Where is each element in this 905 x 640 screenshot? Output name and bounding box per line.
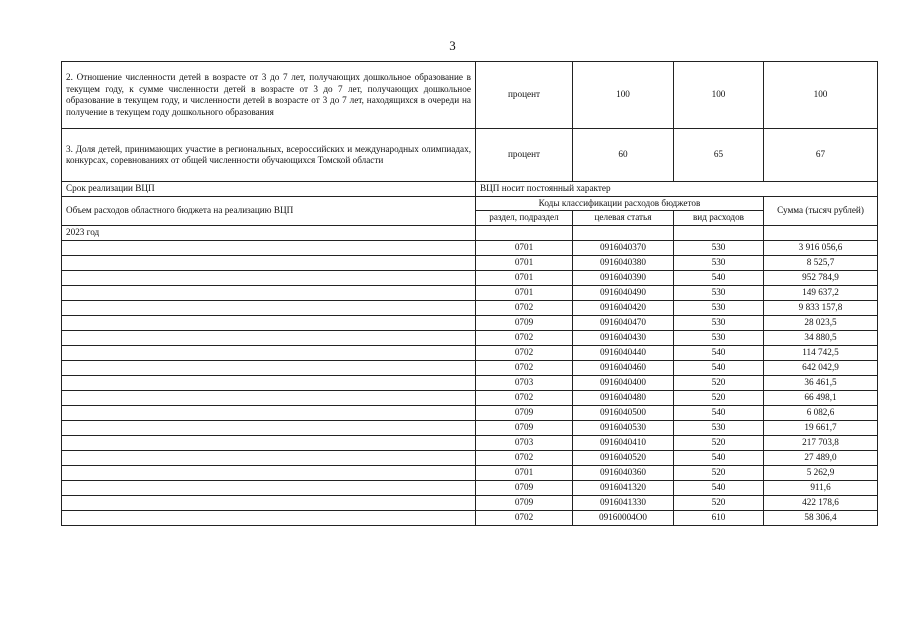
sum-value: 9 833 157,8 xyxy=(764,300,878,315)
indicator-value: 100 xyxy=(573,62,674,129)
target-code: 0916040470 xyxy=(573,315,674,330)
budget-row xyxy=(62,255,878,270)
expense-type-code: 530 xyxy=(674,255,764,270)
budget-row xyxy=(62,285,878,300)
budget-row xyxy=(62,330,878,345)
sum-value: 36 461,5 xyxy=(764,375,878,390)
col-type-header: вид расходов xyxy=(674,211,764,226)
budget-row xyxy=(62,300,878,315)
sum-value: 58 306,4 xyxy=(764,510,878,525)
indicator-value: 100 xyxy=(764,62,878,129)
budget-label: Объем расходов областного бюджета на реализацию ВЦП xyxy=(62,196,476,225)
section-code: 0709 xyxy=(476,405,573,420)
budget-row-blank xyxy=(62,420,476,435)
section-code: 0709 xyxy=(476,495,573,510)
budget-row-blank xyxy=(62,300,476,315)
budget-row xyxy=(62,345,878,360)
sum-value: 34 880,5 xyxy=(764,330,878,345)
expense-type-code: 540 xyxy=(674,450,764,465)
budget-row xyxy=(62,510,878,525)
sum-value: 19 661,7 xyxy=(764,420,878,435)
budget-row xyxy=(62,465,878,480)
expense-type-code: 540 xyxy=(674,480,764,495)
section-code: 0703 xyxy=(476,375,573,390)
budget-row xyxy=(62,240,878,255)
term-value: ВЦП носит постоянный характер xyxy=(476,182,878,197)
budget-row xyxy=(62,390,878,405)
budget-row-blank xyxy=(62,450,476,465)
budget-row-blank xyxy=(62,360,476,375)
budget-row xyxy=(62,420,878,435)
target-code: 0916041320 xyxy=(573,480,674,495)
budget-row-blank xyxy=(62,465,476,480)
indicator-unit: процент xyxy=(476,129,573,182)
sum-value: 27 489,0 xyxy=(764,450,878,465)
budget-row xyxy=(62,360,878,375)
expense-type-code: 530 xyxy=(674,315,764,330)
section-code: 0701 xyxy=(476,270,573,285)
section-code: 0702 xyxy=(476,390,573,405)
year-label: 2023 год xyxy=(62,225,476,240)
section-code: 0703 xyxy=(476,435,573,450)
target-code: 0916040530 xyxy=(573,420,674,435)
expense-type-code: 520 xyxy=(674,465,764,480)
budget-row xyxy=(62,270,878,285)
sum-value: 149 637,2 xyxy=(764,285,878,300)
section-code: 0709 xyxy=(476,420,573,435)
sum-value: 642 042,9 xyxy=(764,360,878,375)
budget-row-blank xyxy=(62,495,476,510)
target-code: 0916040440 xyxy=(573,345,674,360)
sum-header: Сумма (тысяч рублей) xyxy=(764,196,878,225)
budget-row-blank xyxy=(62,375,476,390)
budget-row xyxy=(62,495,878,510)
sum-value: 28 023,5 xyxy=(764,315,878,330)
indicator-unit: процент xyxy=(476,62,573,129)
target-code: 0916040400 xyxy=(573,375,674,390)
program-table xyxy=(61,61,878,526)
sum-value: 217 703,8 xyxy=(764,435,878,450)
col-section-header: раздел, подраздел xyxy=(476,211,573,226)
section-code: 0701 xyxy=(476,465,573,480)
expense-type-code: 540 xyxy=(674,270,764,285)
budget-row xyxy=(62,405,878,420)
budget-row-blank xyxy=(62,315,476,330)
codes-header: Коды классификации расходов бюджетов xyxy=(476,196,764,211)
col-target-header: целевая статья xyxy=(573,211,674,226)
expense-type-code: 530 xyxy=(674,420,764,435)
indicator-value: 100 xyxy=(674,62,764,129)
budget-row xyxy=(62,315,878,330)
expense-type-code: 530 xyxy=(674,330,764,345)
indicator-value: 60 xyxy=(573,129,674,182)
budget-row-blank xyxy=(62,480,476,495)
sum-value: 952 784,9 xyxy=(764,270,878,285)
target-code: 0916040390 xyxy=(573,270,674,285)
target-code: 0916040360 xyxy=(573,465,674,480)
sum-value: 422 178,6 xyxy=(764,495,878,510)
budget-row-blank xyxy=(62,330,476,345)
indicator-row xyxy=(62,62,878,129)
expense-type-code: 520 xyxy=(674,435,764,450)
indicator-row xyxy=(62,129,878,182)
section-code: 0701 xyxy=(476,255,573,270)
sum-value: 5 262,9 xyxy=(764,465,878,480)
budget-row-blank xyxy=(62,405,476,420)
page-number: 3 xyxy=(449,38,456,53)
section-code: 0709 xyxy=(476,480,573,495)
expense-type-code: 540 xyxy=(674,345,764,360)
indicator-value: 67 xyxy=(764,129,878,182)
budget-row xyxy=(62,450,878,465)
target-code: 09160004O0 xyxy=(573,510,674,525)
term-row xyxy=(62,182,878,197)
target-code: 0916041330 xyxy=(573,495,674,510)
section-code: 0701 xyxy=(476,285,573,300)
target-code: 0916040480 xyxy=(573,390,674,405)
target-code: 0916040430 xyxy=(573,330,674,345)
target-code: 0916040520 xyxy=(573,450,674,465)
target-code: 0916040460 xyxy=(573,360,674,375)
expense-type-code: 520 xyxy=(674,375,764,390)
budget-row xyxy=(62,435,878,450)
expense-type-code: 520 xyxy=(674,390,764,405)
target-code: 0916040500 xyxy=(573,405,674,420)
sum-value: 66 498,1 xyxy=(764,390,878,405)
target-code: 0916040490 xyxy=(573,285,674,300)
expense-type-code: 520 xyxy=(674,495,764,510)
sum-value: 8 525,7 xyxy=(764,255,878,270)
indicator-text: 2. Отношение численности детей в возрасте от 3 до 7 лет, получающих дошкольное образование в текущем году, к сумме численности детей в возрасте от 3 до 7 лет, получающих дошкольное образование в текущем году, и численности детей в возрасте от 3 до 7 лет, находящихся в очереди на получение в текущем году дошкольного образования xyxy=(62,62,476,129)
target-code: 0916040420 xyxy=(573,300,674,315)
section-code: 0709 xyxy=(476,315,573,330)
section-code: 0702 xyxy=(476,360,573,375)
term-label: Срок реализации ВЦП xyxy=(62,182,476,197)
budget-row-blank xyxy=(62,390,476,405)
budget-row xyxy=(62,480,878,495)
year-row xyxy=(62,225,878,240)
budget-row-blank xyxy=(62,255,476,270)
target-code: 0916040380 xyxy=(573,255,674,270)
budget-row-blank xyxy=(62,270,476,285)
section-code: 0702 xyxy=(476,300,573,315)
section-code: 0702 xyxy=(476,450,573,465)
expense-type-code: 530 xyxy=(674,240,764,255)
expense-type-code: 540 xyxy=(674,405,764,420)
sum-value: 911,6 xyxy=(764,480,878,495)
budget-row-blank xyxy=(62,285,476,300)
indicator-value: 65 xyxy=(674,129,764,182)
sum-value: 3 916 056,6 xyxy=(764,240,878,255)
section-code: 0702 xyxy=(476,510,573,525)
budget-row-blank xyxy=(62,345,476,360)
expense-type-code: 540 xyxy=(674,360,764,375)
budget-header-row xyxy=(62,196,878,211)
indicator-text: 3. Доля детей, принимающих участие в региональных, всероссийских и международных олимпиадах, конкурсах, соревнованиях от общей численности обучающихся Томской области xyxy=(62,129,476,182)
budget-row xyxy=(62,375,878,390)
section-code: 0702 xyxy=(476,330,573,345)
expense-type-code: 610 xyxy=(674,510,764,525)
sum-value: 6 082,6 xyxy=(764,405,878,420)
expense-type-code: 530 xyxy=(674,285,764,300)
budget-row-blank xyxy=(62,240,476,255)
target-code: 0916040410 xyxy=(573,435,674,450)
target-code: 0916040370 xyxy=(573,240,674,255)
budget-row-blank xyxy=(62,510,476,525)
section-code: 0702 xyxy=(476,345,573,360)
budget-row-blank xyxy=(62,435,476,450)
sum-value: 114 742,5 xyxy=(764,345,878,360)
section-code: 0701 xyxy=(476,240,573,255)
expense-type-code: 530 xyxy=(674,300,764,315)
